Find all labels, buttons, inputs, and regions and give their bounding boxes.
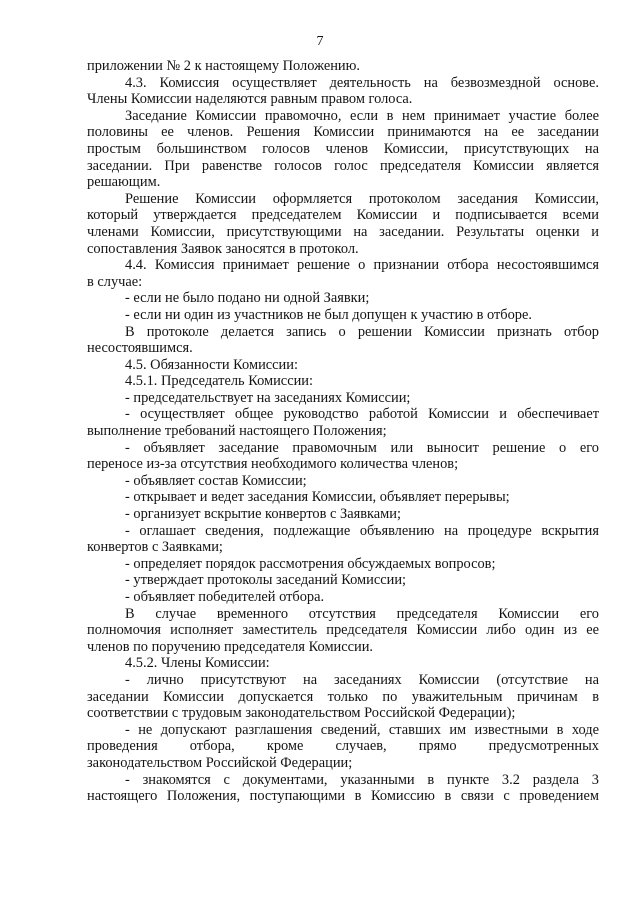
- text-line: - определяет порядок рассмотрения обсуждаемых вопросов;: [125, 555, 496, 572]
- text-line: настоящего Положения, поступающими в Комиссию в связи с проведением: [87, 788, 599, 805]
- text-line: законодательством Российской Федерации;: [87, 754, 353, 771]
- text-line: проведения отбора, кроме случаев, прямо предусмотренных: [87, 738, 599, 755]
- text-line: выполнение требований настоящего Положения;: [87, 423, 387, 440]
- text-line: - организует вскрытие конвертов с Заявками;: [125, 506, 401, 523]
- text-line: - знакомятся с документами, указанными в пункте 3.2 раздела 3: [125, 771, 599, 788]
- text-line: простым большинством голосов членов Комиссии, присутствующих на: [87, 140, 599, 157]
- text-line: 4.5.2. Члены Комиссии:: [125, 655, 270, 672]
- text-line: членами Комиссии, присутствующими на заседании. Результаты оценки и: [87, 223, 599, 240]
- text-line: Члены Комиссии наделяются равным правом голоса.: [87, 91, 413, 108]
- text-line: - если не было подано ни одной Заявки;: [125, 290, 370, 307]
- text-line: переносе из-за отсутствия необходимого количества членов;: [87, 456, 459, 473]
- text-line: В протоколе делается запись о решении Комиссии признать отбор: [125, 323, 599, 340]
- text-line: членов по поручению председателя Комиссии.: [87, 638, 374, 655]
- text-line: - председательствует на заседаниях Комиссии;: [125, 389, 411, 406]
- text-line: - объявляет победителей отбора.: [125, 589, 325, 605]
- document-body: [87, 58, 599, 805]
- text-line: полномочия исполняет заместитель председателя Комиссии либо один из ее: [87, 622, 599, 639]
- text-line: - если ни один из участников не был допущен к участию в отборе.: [125, 306, 532, 323]
- text-line: конвертов с Заявками;: [87, 539, 223, 556]
- text-line: - лично присутствуют на заседаниях Комиссии (отсутствие на: [125, 671, 599, 688]
- text-line: 4.5.1. Председатель Комиссии:: [125, 373, 313, 390]
- text-line: в случае:: [87, 273, 143, 290]
- text-line: 4.4. Комиссия принимает решение о признании отбора несостоявшимся: [125, 257, 599, 274]
- text-line: - оглашает сведения, подлежащие объявлению на процедуре вскрытия: [125, 522, 599, 539]
- text-line: который утверждается председателем Комиссии и подписывается всеми: [87, 207, 599, 224]
- text-line: Заседание Комиссии правомочно, если в нем принимает участие более: [125, 107, 599, 124]
- text-line: заседании. При равенстве голосов голос председателя Комиссии является: [87, 157, 599, 174]
- text-line: 4.3. Комиссия осуществляет деятельность на безвозмездной основе.: [125, 74, 599, 91]
- text-line: - не допускают разглашения сведений, ставших им известными в ходе: [125, 721, 599, 738]
- text-line: - осуществляет общее руководство работой Комиссии и обеспечивает: [125, 406, 599, 423]
- text-line: решающим.: [87, 174, 161, 191]
- text-line: В случае временного отсутствия председателя Комиссии его: [125, 605, 599, 622]
- text-line: - открывает и ведет заседания Комиссии, объявляет перерывы;: [125, 489, 510, 506]
- text-line: приложении № 2 к настоящему Положению.: [87, 58, 360, 74]
- text-line: несостоявшимся.: [87, 340, 193, 357]
- text-line: сопоставления Заявок заносятся в протокол.: [87, 240, 359, 257]
- text-line: - утверждает протоколы заседаний Комиссии;: [125, 572, 407, 589]
- text-line: 4.5. Обязанности Комиссии:: [125, 356, 298, 373]
- text-line: - объявляет заседание правомочным или выносит решение о его: [125, 439, 599, 456]
- text-line: заседании Комиссии допускается только по уважительным причинам в: [87, 688, 599, 705]
- text-line: половины ее членов. Решения Комиссии принимаются на ее заседании: [87, 124, 599, 141]
- text-line: соответствии с трудовым законодательством Российской Федерации);: [87, 705, 516, 722]
- text-line: Решение Комиссии оформляется протоколом заседания Комиссии,: [125, 190, 599, 207]
- page-number: 7: [316, 34, 324, 49]
- text-line: - объявляет состав Комиссии;: [125, 472, 307, 489]
